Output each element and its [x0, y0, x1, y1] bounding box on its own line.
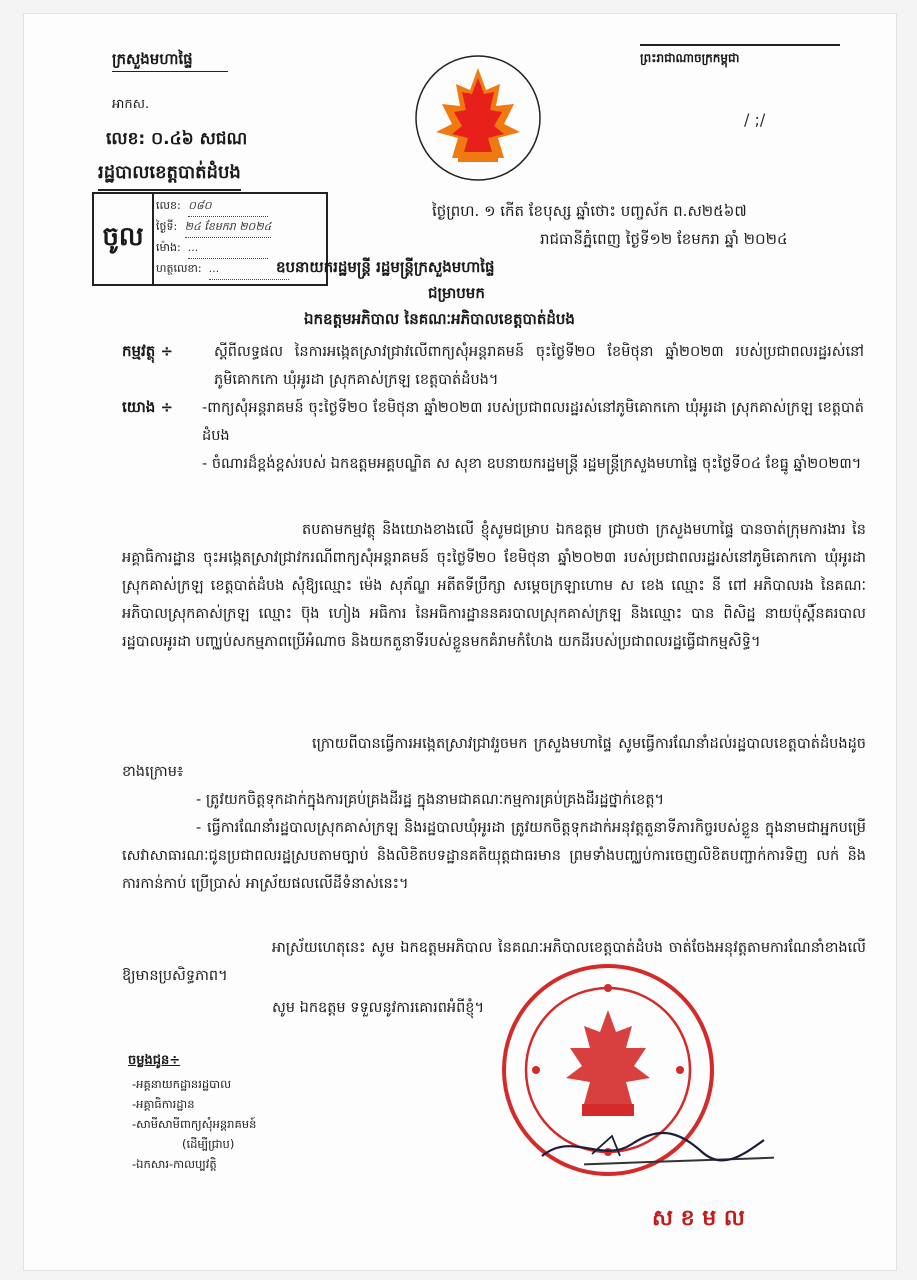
subject-text: ស្តីពីលទ្ធផល នៃការអង្កេតស្រាវជ្រាវលើពាក្យសុំអន្តរាគមន៍ ចុះថ្ងៃទី២០ ខែមិថុនា ឆ្នាំ២០២៣ របស់ប្រជាពលរដ្ឋរស់នៅភូមិគោកកោ ឃុំអូរដា ស្រុកគាស់ក្រឡ ខេត្តបាត់ដំបង។	[214, 344, 864, 388]
received-stamp-row-value: ...	[209, 259, 289, 280]
divider	[640, 44, 840, 46]
received-stamp-side-label: ចូល	[94, 194, 154, 284]
solar-date: រាជធានីភ្នំពេញ ថ្ងៃទី១២ ខែមករា ឆ្នាំ ២០២៤	[540, 230, 788, 248]
received-stamp-row-value: ...	[188, 238, 268, 259]
kingdom-header: ព្រះរាជាណាចក្រកម្ពុជា	[640, 51, 740, 65]
reference-label: យោង ÷	[122, 398, 174, 416]
subject-label: កម្មវត្ថុ ÷	[122, 342, 174, 360]
received-stamp-row-label: ហត្ថលេខា	[156, 262, 198, 275]
received-stamp-row-value: ០៨០	[188, 196, 268, 217]
recipient-title: ឯកឧត្តមអភិបាល នៃគណៈអភិបាលខេត្តបាត់ដំបង	[304, 310, 575, 328]
received-stamp-row: ម៉ោង: ...	[156, 238, 322, 259]
body-paragraph: អាស្រ័យហេតុនេះ សូម ឯកឧត្តមអភិបាល នៃគណៈអភិបាលខេត្តបាត់ដំបង ចាត់ចែងអនុវត្តតាមការណែនាំខាងលើឱ្យមានប្រសិទ្ធភាព។	[122, 940, 866, 984]
reference-item: - ចំណារដ៏ខ្ពង់ខ្ពស់របស់ ឯកឧត្តមអគ្គបណ្ឌិត ស សុខា ឧបនាយករដ្ឋមន្ត្រី រដ្ឋមន្ត្រីក្រសួងមហាផ្ទៃ ចុះថ្ងៃទី០៤ ខែធ្នូ ឆ្នាំ២០២៣។	[202, 456, 862, 472]
body-paragraph: ក្រោយពីបានធ្វើការអង្កេតស្រាវជ្រាវរួចមក ក្រសួងមហាផ្ទៃ សូមធ្វើការណែនាំដល់រដ្ឋបាលខេត្តបាត់ដំបងដូចខាងក្រោម៖	[122, 736, 866, 780]
handwritten-mark: / ;/	[744, 110, 766, 129]
received-stamp-row-label: ម៉ោង	[156, 241, 177, 254]
royal-emblem-icon	[404, 54, 552, 182]
document-page	[24, 14, 896, 1270]
received-stamp-row: ហត្ថលេខា: ...	[156, 259, 322, 280]
reference-number: លេខ: ០.៤៦ សជណ	[106, 129, 248, 149]
received-stamp-row: លេខ: ០៨០	[156, 196, 322, 217]
reference-item: -ពាក្យសុំអន្តរាគមន៍ ចុះថ្ងៃទី២០ ខែមិថុនា ឆ្នាំ២០២៣ របស់ប្រជាពលរដ្ឋរស់នៅភូមិគោកកោ ឃុំអូរដា ស្រុកគាស់ក្រឡ ខេត្តបាត់ដំបង	[202, 400, 864, 444]
ministry-code: អាកស.	[112, 97, 150, 112]
province-office-label: រដ្ឋបាលខេត្តបាត់ដំបង	[98, 160, 241, 191]
cc-list	[132, 1074, 256, 1174]
received-stamp-row: ថ្ងៃទី: ២៤ ខែមករា ២០២៤	[156, 217, 322, 238]
cc-label: ចម្លងជូន÷	[128, 1053, 181, 1068]
received-stamp-row-value: ២៤ ខែមករា ២០២៤	[185, 217, 272, 238]
received-stamp-row-label: លេខ	[156, 199, 177, 212]
salutation: ជម្រាបមក	[428, 284, 485, 302]
cc-item: -អគ្គនាយកដ្ឋានរដ្ឋបាល	[132, 1077, 232, 1091]
signer-name: ស ខ ម ល	[652, 1206, 745, 1231]
closing-paragraph: សូម ឯកឧត្តម ទទួលនូវការគោរពអំពីខ្ញុំ។	[272, 1000, 485, 1016]
cc-item: -អគ្គាធិការដ្ឋាន	[132, 1097, 195, 1111]
divider	[112, 71, 228, 72]
cc-item: -ឯកសារ-កាលប្បវត្តិ	[132, 1157, 217, 1171]
handwritten-signature-icon	[532, 1126, 772, 1166]
body-paragraph: តបតាមកម្មវត្ថុ និងយោងខាងលើ ខ្ញុំសូមជម្រាប ឯកឧត្តម ជ្រាបថា ក្រសួងមហាផ្ទៃ បានចាត់ក្រុមការងារ នៃអគ្គាធិការដ្ឋាន ចុះអង្កេតស្រាវជ្រាវករណីពាក្យសុំអន្តរាគមន៍ ចុះថ្ងៃទី២០ ខែមិថុនា ឆ្នាំ២០២៣ របស់ប្រជាពលរដ្ឋរស់នៅភូមិគោកកោ ឃុំអូរដា ស្រុកគាស់ក្រឡ ខេត្តបាត់ដំបង សុំឱ្យឈ្មោះ ម៉េង សុភ័ណ្ឌ អតីតទីប្រឹក្សា សម្តេចក្រឡាហោម ស ខេង ឈ្មោះ នី ពៅ អភិបាលរង នៃគណៈអភិបាលស្រុកគាស់ក្រឡ ឈ្មោះ ប៊ុង ហៀង អធិការ នៃអធិការដ្ឋាននគរបាលស្រុកគាស់ក្រឡ និងឈ្មោះ បាន ពិសិដ្ឋ នាយប៉ុស្តិ៍នគរបាលរដ្ឋបាលអូរដា បញ្ឈប់សកម្មភាពប្រើអំណាច និងយកតួនាទីរបស់ខ្លួនមកគំរាមកំហែង យកដីរបស់ប្រជាពលរដ្ឋធ្វើជាកម្មសិទ្ធិ។	[122, 522, 866, 650]
instruction-bullet: - ធ្វើការណែនាំរដ្ឋបាលស្រុកគាស់ក្រឡ និងរដ្ឋបាលឃុំអូរដា ត្រូវយកចិត្តទុកដាក់អនុវត្តតួនាទីភារកិច្ចរបស់ខ្លួន ក្នុងនាមជាអ្នកបម្រើសេវាសាធារណៈជូនប្រជាពលរដ្ឋស្របតាមច្បាប់ និងលិខិតបទដ្ឋានគតិយុត្តជាធរមាន ព្រមទាំងបញ្ឈប់ការចេញលិខិតបញ្ជាក់ការទិញ លក់ និងការកាន់កាប់ ប្រើប្រាស់ អាស្រ័យផលលើដីទំនាស់នេះ។	[122, 820, 866, 892]
cc-item: -សាមីសាមីពាក្យសុំអន្តរាគមន៍	[132, 1117, 257, 1131]
ministry-name: ក្រសួងមហាផ្ទៃ	[112, 50, 193, 68]
received-stamp-row-label: ថ្ងៃទី	[156, 220, 174, 233]
sender-title: ឧបនាយករដ្ឋមន្ត្រី រដ្ឋមន្ត្រីក្រសួងមហាផ្ទៃ	[276, 258, 495, 276]
lunar-date: ថ្ងៃព្រហ. ១ កើត ខែបុស្ស ឆ្នាំថោះ បញ្ចស័ក ព.ស២៥៦៧	[432, 202, 747, 220]
cc-item: (ដើម្បីជ្រាប)	[182, 1137, 235, 1151]
instruction-bullet: - ត្រូវយកចិត្តទុកដាក់ក្នុងការគ្រប់គ្រងដីរដ្ឋ ក្នុងនាមជាគណៈកម្មការគ្រប់គ្រងដីរដ្ឋថ្នាក់ខេត្ត។	[196, 792, 665, 808]
